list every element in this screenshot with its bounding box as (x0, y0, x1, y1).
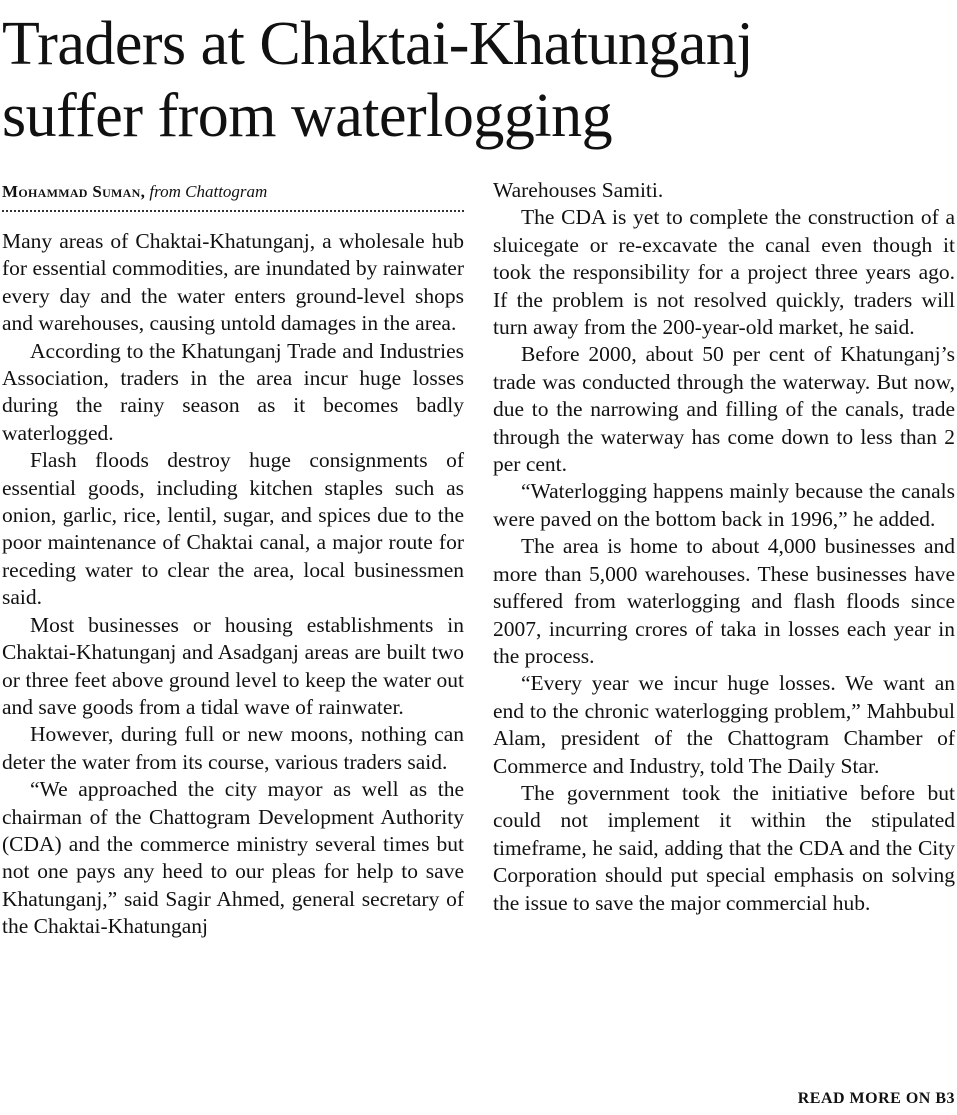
article-paragraph: Many areas of Chaktai-Khatunganj, a wholesale hub for essential commodities, are inundated by rainwater every day and the water enters ground-level shops and warehouses, causing untold damages in the area. (2, 229, 464, 336)
article-paragraph: “Waterlogging happens mainly because the canals were paved on the bottom back in 1996,” he added. (493, 479, 955, 531)
article-paragraph: The government took the initiative before but could not implement it within the stipulated timeframe, he said, adding that the CDA and the City Corporation should put special emphasis on solving the issue to save the major commercial hub. (493, 780, 955, 915)
article-paragraph: Flash floods destroy huge consignments of essential goods, including kitchen staples such as onion, garlic, rice, lentil, sugar, and spices due to the poor maintenance of Chaktai canal, a major route for receding water to clear the area, local businessmen said. (2, 448, 464, 610)
article-column-1 (2, 228, 464, 941)
article-paragraph: “We approached the city mayor as well as the chairman of the Chattogram Development Authority (CDA) and the commerce ministry several times but not one pays any heed to our pleas for help to save Khatunganj,” said Sagir Ahmed, general secretary of the Chaktai-Khatunganj (2, 777, 464, 939)
byline (2, 180, 464, 212)
article-column-2 (493, 177, 955, 917)
article-paragraph-continuation: Warehouses Samiti. (493, 178, 664, 202)
byline-location: from Chattogram (149, 182, 268, 201)
headline (2, 8, 957, 152)
article-paragraph: The area is home to about 4,000 businesses and more than 5,000 warehouses. These businesses have suffered from waterlogging and flash floods since 2007, incurring crores of taka in losses each year in the process. (493, 534, 955, 668)
read-more-link[interactable]: READ MORE ON B3 (797, 1090, 955, 1107)
byline-author: Mohammad Suman, (2, 182, 146, 201)
headline-line-2: suffer from waterlogging (2, 82, 613, 150)
article-paragraph: Before 2000, about 50 per cent of Khatunganj’s trade was conducted through the waterway. But now, due to the narrowing and filling of the canals, trade through the waterway has come down to less than 2 per cent. (493, 342, 955, 477)
article-paragraph: The CDA is yet to complete the construction of a sluicegate or re-excavate the canal even though it took the responsibility for a project three years ago. If the problem is not resolved quickly, traders will turn away from the 200-year-old market, he said. (493, 205, 955, 340)
article-paragraph: However, during full or new moons, nothing can deter the water from its course, various traders said. (2, 722, 464, 774)
article-paragraph: Most businesses or housing establishments in Chaktai-Khatunganj and Asadganj areas are built two or three feet above ground level to keep the water out and save goods from a tidal wave of rainwater. (2, 612, 464, 719)
article-paragraph: “Every year we incur huge losses. We want an end to the chronic waterlogging problem,” Mahbubul Alam, president of the Chattogram Chamber of Commerce and Industry, told The Daily Star. (493, 671, 955, 778)
headline-line-1: Traders at Chaktai-Khatunganj (2, 10, 754, 78)
article-paragraph: According to the Khatunganj Trade and Industries Association, traders in the area incur huge losses during the rainy season as it becomes badly waterlogged. (2, 338, 464, 445)
